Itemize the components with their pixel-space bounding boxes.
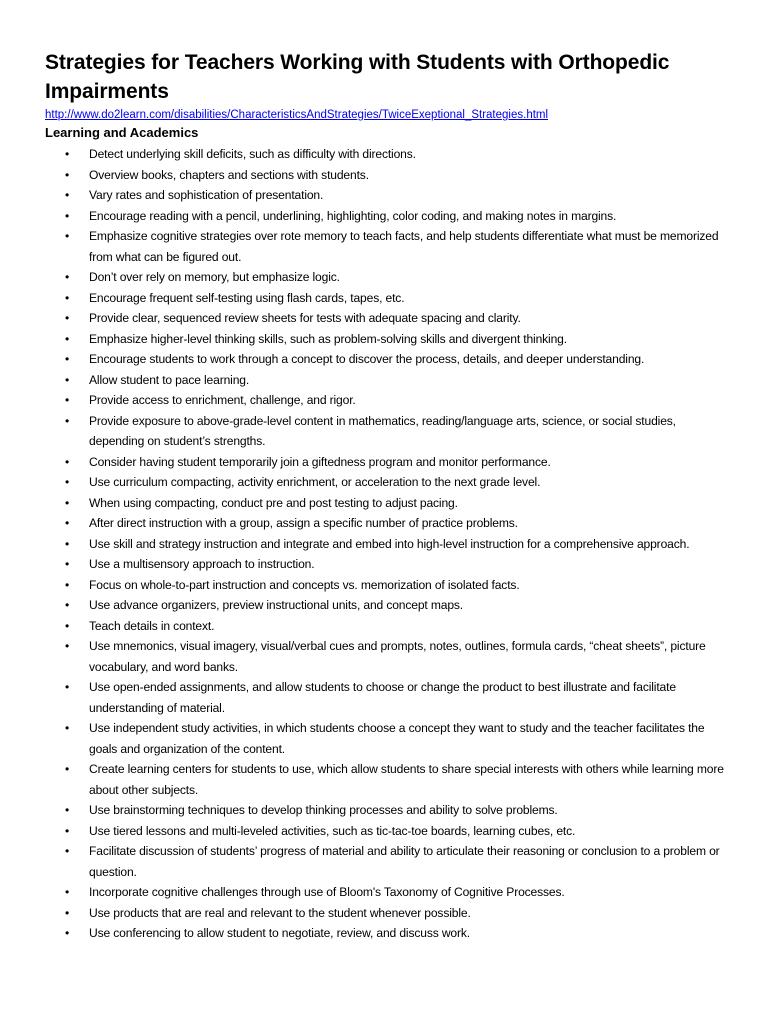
list-item [45,718,730,759]
list-item [45,349,730,370]
bullet-icon: • [65,147,70,161]
bullet-icon: • [65,393,70,407]
bullet-icon: • [65,680,70,694]
list-item-text: Use independent study activities, in which students choose a concept they want to study and the teacher facilitates the goals and organization of the content. [89,721,705,756]
bullet-icon: • [65,188,70,202]
list-item [45,370,730,391]
list-item-text: Create learning centers for students to use, which allow students to share special interests with others while learning more about other subjects. [89,762,724,797]
list-item-text: Use advance organizers, preview instructional units, and concept maps. [89,598,464,612]
list-item [45,472,730,493]
list-item [45,185,730,206]
list-item-text: Emphasize higher-level thinking skills, such as problem-solving skills and divergent thinking. [89,331,567,346]
bullet-icon: • [65,762,70,776]
list-item [45,800,730,821]
document-page [45,48,730,944]
list-item [45,534,730,555]
list-item [45,759,730,800]
list-item-text: Provide access to enrichment, challenge, and rigor. [89,393,356,407]
list-item-text: Detect underlying skill deficits, such as difficulty with directions. [89,147,416,161]
bullet-icon: • [65,413,70,428]
list-item-text: Use products that are real and relevant to the student whenever possible. [89,905,471,920]
list-item [45,513,730,534]
bullet-icon: • [65,721,70,735]
list-item-text: Incorporate cognitive challenges through use of Bloom's Taxonomy of Cognitive Processes. [89,885,565,899]
list-item-text: Encourage reading with a pencil, underlining, highlighting, color coding, and making notes in margins. [89,208,617,223]
list-item-text: Provide clear, sequenced review sheets for tests with adequate spacing and clarity. [89,311,521,325]
bullet-icon: • [65,352,70,366]
list-item-text: Use a multisensory approach to instruction. [89,557,315,571]
list-item [45,903,730,924]
bullet-icon: • [65,926,70,940]
list-item [45,493,730,514]
list-item-text: Use mnemonics, visual imagery, visual/verbal cues and prompts, notes, outlines, formula cards, “cheat sheets”, picture vocabulary, and word banks. [89,639,706,674]
bullet-icon: • [65,618,70,633]
bullet-icon: • [65,823,70,838]
list-item [45,636,730,677]
list-item-text: Use curriculum compacting, activity enrichment, or acceleration to the next grade level. [89,475,541,489]
list-item [45,411,730,452]
list-item [45,595,730,616]
list-item [45,267,730,288]
list-item [45,923,730,944]
list-item [45,390,730,411]
bullet-icon: • [65,229,70,243]
list-item-text: Encourage students to work through a concept to discover the process, details, and deeper understanding. [89,352,645,366]
list-item [45,226,730,267]
list-item [45,616,730,637]
source-link[interactable]: http://www.do2learn.com/disabilities/CharacteristicsAndStrategies/TwiceExeptional_Strategies.html [45,109,549,121]
bullet-icon: • [65,577,70,592]
list-item [45,677,730,718]
strategy-list [45,144,730,944]
bullet-icon: • [65,639,70,653]
bullet-icon: • [65,905,70,920]
list-item [45,165,730,186]
page-title: Strategies for Teachers Working with Students with Orthopedic Impairments [45,51,670,103]
list-item [45,821,730,842]
list-item-text: Emphasize cognitive strategies over rote memory to teach facts, and help students differentiate what must be memorized from what can be figured out. [89,229,719,264]
list-item [45,882,730,903]
list-item-text: Vary rates and sophistication of presentation. [89,188,324,202]
list-item-text: Overview books, chapters and sections with students. [89,167,369,182]
list-item-text: Use brainstorming techniques to develop thinking processes and ability to solve problems. [89,803,558,817]
bullet-icon: • [65,803,70,817]
bullet-icon: • [65,598,70,612]
list-item [45,206,730,227]
bullet-icon: • [65,557,70,571]
list-item [45,575,730,596]
bullet-icon: • [65,475,70,489]
list-item-text: Consider having student temporarily join a giftedness program and monitor performance. [89,454,551,469]
list-item-text: Use skill and strategy instruction and integrate and embed into high-level instruction for a comprehensive approach. [89,536,690,551]
bullet-icon: • [65,372,70,387]
list-item [45,144,730,165]
list-item-text: When using compacting, conduct pre and post testing to adjust pacing. [89,495,458,510]
bullet-icon: • [65,270,70,284]
bullet-icon: • [65,167,70,182]
list-item-text: Facilitate discussion of students’ progress of material and ability to articulate their reasoning or conclusion to a problem or question. [89,844,720,879]
bullet-icon: • [65,290,70,305]
bullet-icon: • [65,516,70,530]
bullet-icon: • [65,536,70,551]
list-item [45,288,730,309]
bullet-icon: • [65,331,70,346]
list-item-text: Focus on whole-to-part instruction and concepts vs. memorization of isolated facts. [89,577,520,592]
bullet-icon: • [65,495,70,510]
list-item-text: Allow student to pace learning. [89,372,250,387]
bullet-icon: • [65,454,70,469]
bullet-icon: • [65,885,70,899]
list-item [45,329,730,350]
section-heading: Learning and Academics [45,125,199,140]
list-item-text: Provide exposure to above-grade-level content in mathematics, reading/language arts, science, or social studies, depending on student’s strengths. [89,413,676,448]
list-item-text: After direct instruction with a group, assign a specific number of practice problems. [89,516,518,530]
list-item-text: Encourage frequent self-testing using flash cards, tapes, etc. [89,290,405,305]
list-item [45,452,730,473]
bullet-icon: • [65,844,70,858]
list-item [45,308,730,329]
list-item-text: Teach details in context. [89,618,215,633]
list-item-text: Use open-ended assignments, and allow students to choose or change the product to best illustrate and facilitate understanding of material. [89,680,676,715]
list-item-text: Use conferencing to allow student to negotiate, review, and discuss work. [89,926,470,940]
list-item [45,841,730,882]
list-item-text: Don’t over rely on memory, but emphasize logic. [89,270,340,284]
bullet-icon: • [65,208,70,223]
list-item-text: Use tiered lessons and multi-leveled activities, such as tic-tac-toe boards, learning cubes, etc. [89,823,576,838]
list-item [45,554,730,575]
bullet-icon: • [65,311,70,325]
